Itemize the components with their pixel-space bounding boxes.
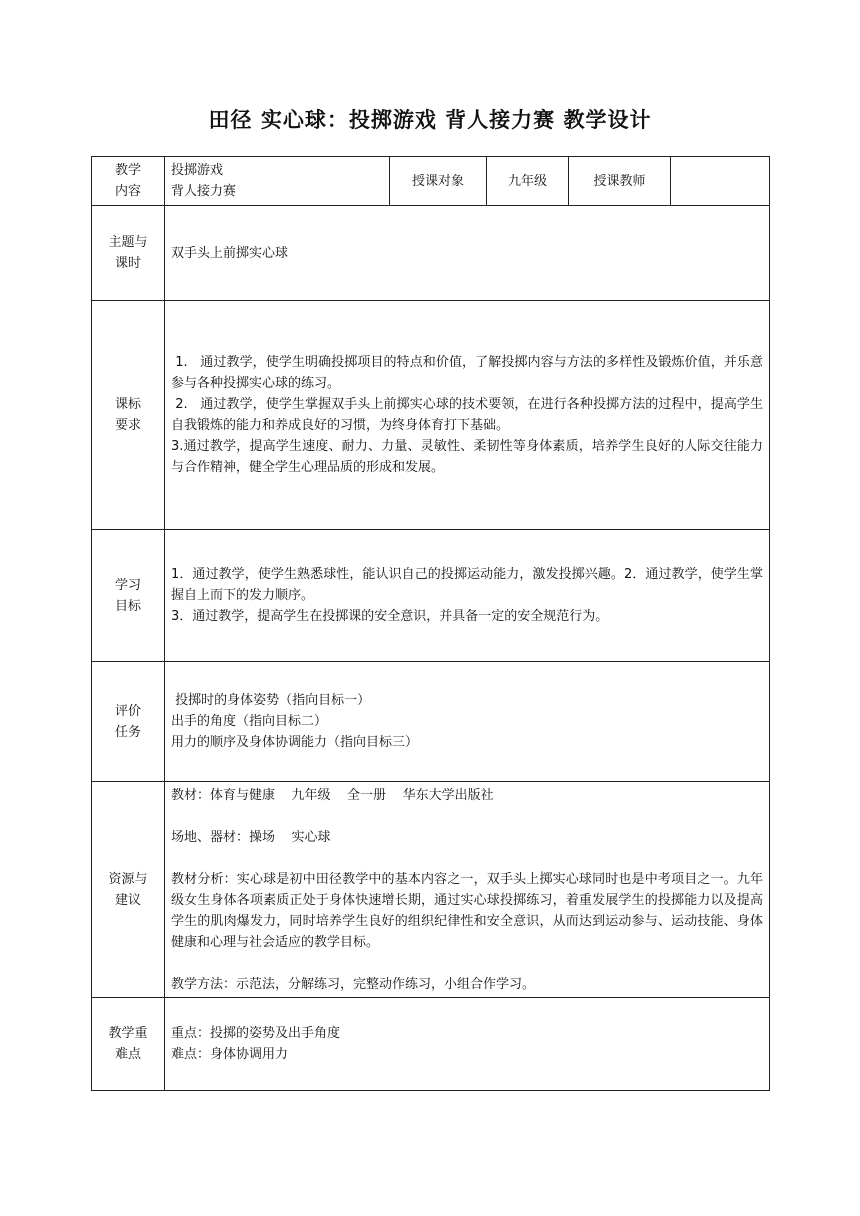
assessment-row — [92, 662, 770, 782]
assessment-item-1: 投掷时的身体姿势（指向目标一） — [171, 693, 371, 708]
standards-item-1: 1. 通过教学，使学生明确投掷项目的特点和价值，了解投掷内容与方法的多样性及锻炼价值，并乐意参与各种投掷实心球的练习。 — [171, 355, 763, 391]
standards-item-2: 2. 通过教学，使学生掌握双手头上前掷实心球的技术要领，在进行各种投掷方法的过程中，提高学生自我锻炼的能力和养成良好的习惯，为终身体育打下基础。 — [171, 397, 763, 433]
content-label: 教学 内容 — [114, 163, 141, 199]
standards-content — [165, 301, 770, 530]
key-point: 重点：投掷的姿势及出手角度 — [171, 1026, 341, 1041]
difficulty-point: 难点：身体协调用力 — [171, 1047, 289, 1062]
resources-venue: 场地、器材：操场 实心球 — [171, 830, 331, 845]
resources-content — [165, 782, 770, 998]
content-value-line2: 背人接力赛 — [171, 184, 237, 199]
key-points-label-cell — [92, 998, 165, 1091]
assessment-label-cell — [92, 662, 165, 782]
assessment-item-2: 出手的角度（指向目标二） — [171, 714, 328, 729]
resources-label: 资源与 建议 — [108, 871, 148, 908]
key-points-label: 教学重 难点 — [108, 1026, 148, 1062]
assessment-item-3: 用力的顺序及身体协调能力（指向目标三） — [171, 735, 419, 750]
teacher-value — [671, 157, 770, 206]
audience-value: 九年级 — [487, 157, 569, 206]
lesson-plan-table — [91, 156, 770, 1091]
resources-row — [92, 782, 770, 998]
objectives-content — [165, 530, 770, 662]
standards-row — [92, 301, 770, 530]
content-value-cell — [165, 157, 390, 206]
teacher-label: 授课教师 — [569, 157, 671, 206]
audience-label: 授课对象 — [390, 157, 487, 206]
topic-row — [92, 206, 770, 301]
objectives-label-cell — [92, 530, 165, 662]
assessment-label: 评价 任务 — [114, 703, 141, 740]
standards-label: 课标 要求 — [114, 397, 141, 433]
standards-item-3: 3.通过教学，提高学生速度、耐力、力量、灵敏性、柔韧性等身体素质，培养学生良好的人际交往能力与合作精神，健全学生心理品质的形成和发展。 — [171, 439, 763, 475]
topic-label: 主题与 课时 — [108, 235, 148, 271]
objectives-label: 学习 目标 — [114, 577, 141, 614]
topic-label-cell — [92, 206, 165, 301]
resources-methods: 教学方法：示范法，分解练习，完整动作练习，小组合作学习。 — [171, 977, 536, 992]
content-value-line1: 投掷游戏 — [171, 163, 224, 178]
resources-textbook: 教材：体育与健康 九年级 全一册 华东大学出版社 — [171, 788, 494, 803]
topic-value: 双手头上前掷实心球 — [165, 206, 770, 301]
objectives-row — [92, 530, 770, 662]
key-points-content — [165, 998, 770, 1091]
key-points-row — [92, 998, 770, 1091]
header-row — [92, 157, 770, 206]
resources-label-cell — [92, 782, 165, 998]
resources-analysis: 教材分析：实心球是初中田径教学中的基本内容之一，双手头上掷实心球同时也是中考项目之一。九年级女生身体各项素质正处于身体快速增长期，通过实心球投掷练习，着重发展学生的投掷能力以及提高学生的肌肉爆发力，同时培养学生良好的组织纪律性和安全意识，从而达到运动参与、运动技能、身体健康和心理与社会适应的教学目标。 — [171, 872, 763, 950]
assessment-content — [165, 662, 770, 782]
objectives-item-1: 1．通过教学，使学生熟悉球性，能认识自己的投掷运动能力，激发投掷兴趣。2．通过教学，使学生掌握自上而下的发力顺序。 — [171, 567, 763, 603]
document-title: 田径 实心球：投掷游戏 背人接力赛 教学设计 — [208, 108, 652, 132]
content-label-cell — [92, 157, 165, 206]
standards-label-cell — [92, 301, 165, 530]
objectives-item-2: 3．通过教学，提高学生在投掷课的安全意识，并具备一定的安全规范行为。 — [171, 609, 609, 624]
